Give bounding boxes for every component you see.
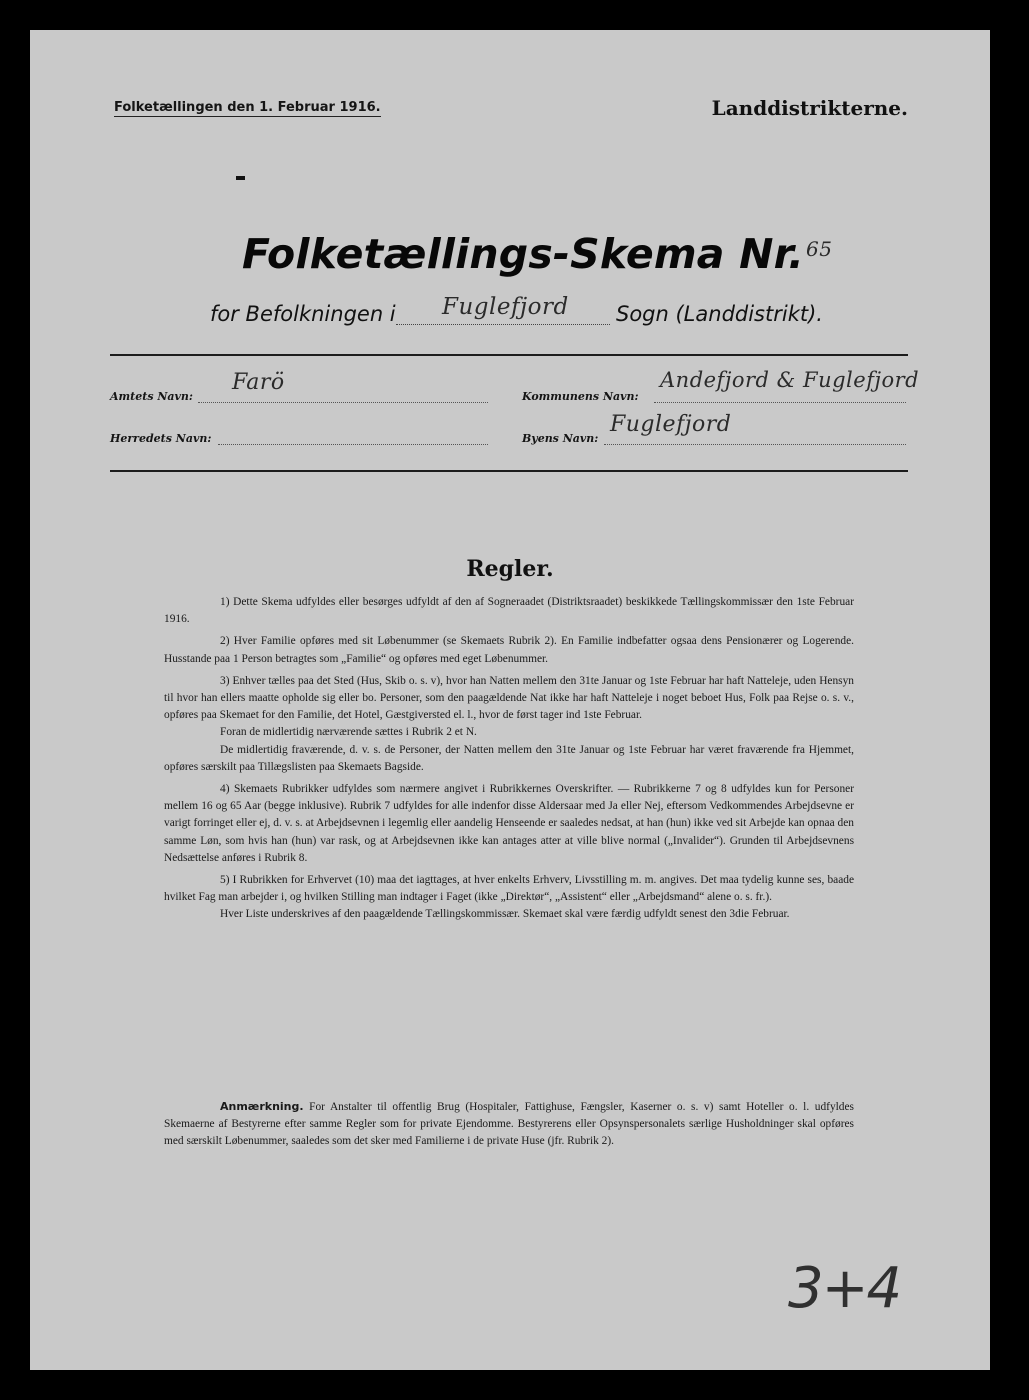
remark-paragraph xyxy=(164,1098,854,1151)
herred-line xyxy=(218,444,488,445)
ink-mark xyxy=(236,176,245,180)
by-label: Byens Navn: xyxy=(522,432,599,445)
parish-row xyxy=(210,294,823,332)
remark-text: For Anstalter til offentlig Brug (Hospitaler, Fattighuse, Fængsler, Kaserner o. s. v) samt Hoteller o. l. udfyldes Skemaerne af Bestyrerne efter samme Regler som for private Ejendomme. Bestyrerens eller Opsynspersonalets særlige Husholdninger skal opføres med særskilt Løbenummer, saaledes som det sker med Familierne i de private Huse (jfr. Rubrik 2). xyxy=(164,1101,854,1148)
census-form-page xyxy=(30,30,990,1370)
herred-label: Herredets Navn: xyxy=(110,432,212,445)
amt-label: Amtets Navn: xyxy=(110,390,193,403)
parish-value: Fuglefjord xyxy=(442,294,569,320)
rule-signature: Hver Liste underskrives af den paagældende Tællingskommissær. Skemaet skal være færdig udfyldt senest den 3die Februar. xyxy=(220,908,790,921)
rule-4: 4) Skemaets Rubrikker udfyldes som nærmere angivet i Rubrikkernes Overskrifter. — Rubrikkerne 7 og 8 udfyldes kun for Personer mellem 16 og 65 Aar (begge inklusive). Rubrik 7 udfyldes for alle indenfor disse Aldersaar med Ja eller Nej, eftersom Vedkommendes Arbejdsevne er varigt forringet eller ej, d. v. s. at Arbejdsevnen i legemlig eller aandelig Henseende er saaledes nedsat, at han (hun) ikke ved sit Arbejde kan opnaa den samme Løn, som hvis han (hun) var rask, og at Arbejdsevnen ikke kan antages atter at ville blive normal („Invalider“). Grunden til Arbejdsevnens Nedsættelse anføres i Rubrik 8. xyxy=(164,783,854,864)
kommune-value: Andefjord & Fuglefjord xyxy=(660,368,920,392)
census-date-header: Folketællingen den 1. Februar 1916. xyxy=(114,100,381,115)
rule-5: 5) I Rubrikken for Erhvervet (10) maa det iagttages, at hver enkelts Erhverv, Livsstilling m. m. angives. Det maa tydelig kunne ses, baade hvilket Fag man arbejder i, og hvilken Stilling man indtager i Faget (ikke „Direktør“, „Assistent“ eller „Arbejdsmand“ alene o. s. fr.). xyxy=(164,874,854,904)
rule-3-note-present: Foran de midlertidig nærværende sættes i Rubrik 2 et N. xyxy=(220,726,477,739)
rule-2: 2) Hver Familie opføres med sit Løbenummer (se Skemaets Rubrik 2). En Familie indbefatter ogsaa dens Pensionærer og Logerende. Husstande paa 1 Person betragtes som „Familie“ og opføres med eget Løbenummer. xyxy=(164,635,854,665)
by-line xyxy=(604,444,906,445)
handwritten-corner-number: 3+4 xyxy=(788,1256,901,1321)
rules-heading: Regler. xyxy=(466,556,554,582)
divider-bottom xyxy=(110,470,908,472)
parish-suffix: Sogn (Landdistrikt). xyxy=(616,302,823,326)
remark-block xyxy=(164,1098,854,1151)
kommune-label: Kommunens Navn: xyxy=(522,390,639,403)
kommune-line xyxy=(654,402,906,403)
divider-top xyxy=(110,354,908,356)
parish-dotted-line xyxy=(396,324,610,325)
form-title-text: Folketællings-Skema Nr. xyxy=(242,230,805,278)
by-value: Fuglefjord xyxy=(610,412,732,437)
parish-prefix: for Befolkningen i xyxy=(210,302,396,326)
rule-3-note-absent: De midlertidig fraværende, d. v. s. de Personer, der Natten mellem den 31te Januar og 1ste Februar har været fraværende fra Hjemmet, opføres særskilt paa Tillægslisten paa Skemaets Bagside. xyxy=(164,743,854,773)
rules-list xyxy=(164,594,854,929)
form-title xyxy=(242,230,832,278)
rule-3: 3) Enhver tælles paa det Sted (Hus, Skib o. s. v), hvor han Natten mellem den 31te Januar og 1ste Februar har haft Natteleje, uden Hensyn til hvor han ellers maatte opholde sig eller bo. Personer, som den paagældende Nat ikke har haft Natteleje i noget beboet Hus, Folk paa Rejse o. s. v., opføres paa Skemaet for den Familie, det Hotel, Gæstgiversted el. l., hvor de først tager ind 1ste Februar. xyxy=(164,674,854,722)
amt-value: Farö xyxy=(232,370,285,395)
district-type-header: Landdistrikterne. xyxy=(711,96,908,120)
rule-1: 1) Dette Skema udfyldes eller besørges udfyldt af den af Sogneraadet (Distriktsraadet) beskikkede Tællingskommissær den 1ste Februar 1916. xyxy=(164,596,854,626)
amt-line xyxy=(198,402,488,403)
form-number: 65 xyxy=(806,237,833,261)
remark-label: Anmærkning. xyxy=(220,1100,304,1113)
